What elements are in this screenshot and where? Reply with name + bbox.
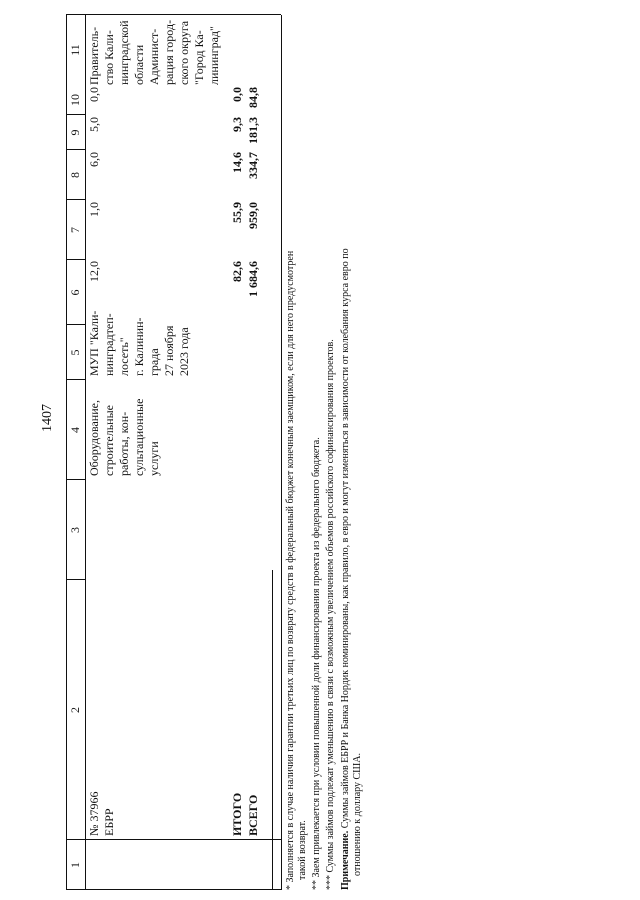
total-col6: 82,6 <box>230 261 244 282</box>
borrower-line: лосеть" <box>117 337 131 376</box>
amount-col7: 1,0 <box>87 202 101 217</box>
col-divider <box>66 839 281 840</box>
footnote-marker: * <box>285 885 296 890</box>
column-number: 3 <box>68 527 82 533</box>
guarantor-line: Админист- <box>147 28 161 85</box>
total-col8: 14,6 <box>230 152 244 173</box>
purpose-cell <box>87 399 162 476</box>
grand-total-col10: 84,8 <box>246 87 260 108</box>
guarantor-line: ского округа <box>177 20 191 85</box>
column-number: 1 <box>68 862 82 868</box>
guarantor-line: нинградской <box>117 20 131 85</box>
total-col7: 55,9 <box>230 202 244 223</box>
amount-col6: 12,0 <box>87 261 101 282</box>
guarantor-line: лининград" <box>207 26 221 85</box>
column-number: 7 <box>68 227 82 233</box>
footnote-3 <box>325 339 337 890</box>
grand-total-col7: 959,0 <box>246 202 260 229</box>
borrower-line: нинградтеп- <box>102 313 116 376</box>
total-col9: 9,3 <box>230 117 244 132</box>
table-top-border <box>66 15 67 890</box>
loan-number-cell <box>87 792 117 836</box>
total-col10: 0,0 <box>230 87 244 102</box>
header-bottom-border <box>85 15 86 890</box>
guarantor-cell <box>87 20 222 85</box>
borrower-line: града <box>147 348 161 376</box>
footnote-1 <box>285 251 309 890</box>
footnote-separator <box>272 570 273 890</box>
guarantor-line: "Город Ка- <box>192 30 206 85</box>
guarantor-line: ство Кали- <box>102 30 116 85</box>
footnote-text: Суммы займов подлежат уменьшению в связи с возможным увеличением объемов российского софинансирования проектов. <box>325 339 336 873</box>
note-text: отношению к доллару США. <box>352 753 363 876</box>
borrower-cell <box>87 311 192 376</box>
purpose-line: услуги <box>147 441 161 476</box>
footnote-text: такой возврат. <box>297 820 308 880</box>
purpose-line: Оборудование, <box>87 400 101 476</box>
note-label: Примечание. <box>340 830 351 890</box>
column-number: 2 <box>68 707 82 713</box>
loan-number: № 37966 <box>87 791 101 836</box>
col-divider <box>66 889 281 890</box>
lender-name: ЕБРР <box>102 808 116 836</box>
table-bottom-border <box>281 15 282 890</box>
col-divider <box>66 14 281 15</box>
footnote-text: Заполняется в случае наличия гарантии третьих лиц по возврату средств в федеральный бюджет конечным заемщиком, если для него предусмотрен <box>285 250 296 883</box>
borrower-line: г. Калинин- <box>132 317 146 376</box>
purpose-line: работы, кон- <box>117 411 131 476</box>
borrower-line: 27 ноября <box>162 325 176 376</box>
guarantor-line: Правитель- <box>87 26 101 85</box>
amount-col8: 6,0 <box>87 152 101 167</box>
column-number: 9 <box>68 129 82 136</box>
footnote-text: Заем привлекается при условии повышенной доли финансирования проекта из федерального бюджета. <box>311 437 322 878</box>
grand-total-col9: 181,3 <box>246 117 260 144</box>
column-number: 6 <box>68 289 82 296</box>
guarantor-line: рация город- <box>162 19 176 85</box>
purpose-line: строительные <box>102 405 116 476</box>
grand-total-col6: 1 684,6 <box>246 261 260 297</box>
footnote-2 <box>311 437 323 890</box>
total-label: ИТОГО <box>230 792 244 836</box>
footnote-marker: *** <box>325 875 336 890</box>
footnote-marker: ** <box>311 880 322 890</box>
guarantor-line: области <box>132 44 146 85</box>
column-number: 11 <box>68 44 82 56</box>
borrower-line: 2023 года <box>177 327 191 376</box>
grand-total-col8: 334,7 <box>246 152 260 179</box>
column-number: 8 <box>68 172 82 178</box>
purpose-line: сультационные <box>132 398 146 476</box>
amount-col9: 5,0 <box>87 117 101 132</box>
column-number: 10 <box>68 94 82 106</box>
grand-total-label: ВСЕГО <box>246 794 260 836</box>
note-text: Суммы займов ЕБРР и Банка Нордик номинированы, как правило, в евро и могут изменяться в зависимости от колебания курса евро по <box>340 248 351 829</box>
column-number: 4 <box>68 427 82 433</box>
page-number: 1407 <box>40 404 55 432</box>
note-block <box>340 248 364 890</box>
amount-col10: 0,0 <box>87 87 101 102</box>
borrower-line: МУП "Кали- <box>87 310 101 376</box>
column-number: 5 <box>68 349 82 356</box>
